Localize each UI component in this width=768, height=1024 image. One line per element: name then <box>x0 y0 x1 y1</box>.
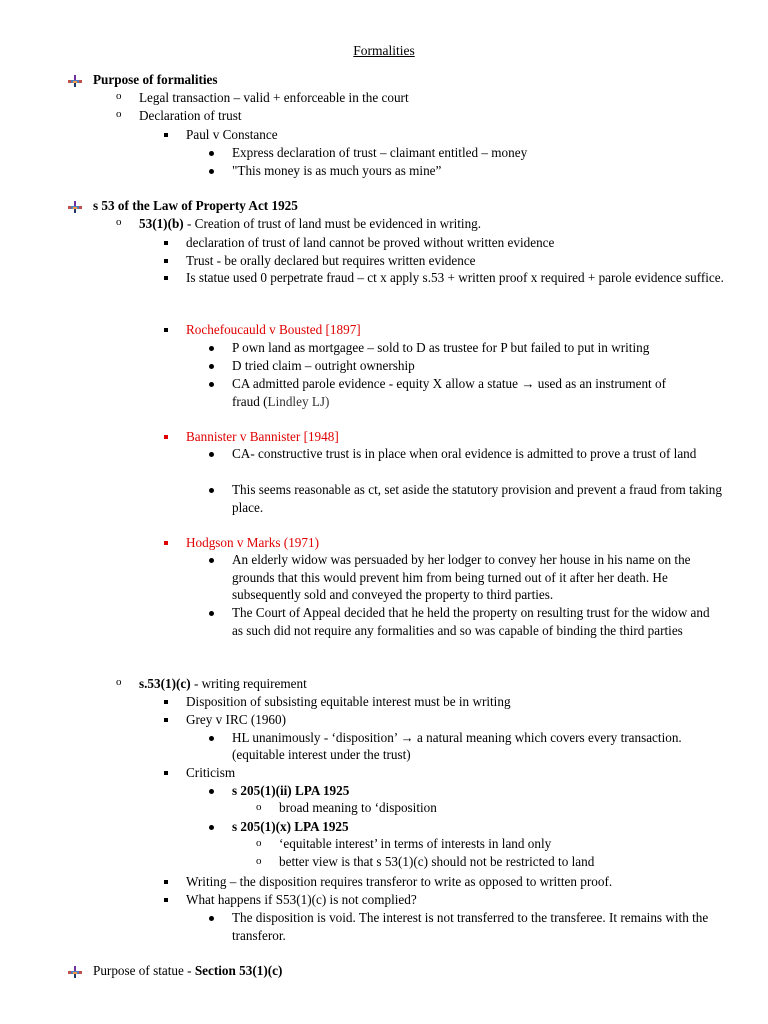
circle-bullet-icon: o <box>256 837 262 849</box>
list-item: ‘equitable interest’ in terms of interests in land only <box>279 836 552 851</box>
list-item: Declaration of trust <box>139 108 242 123</box>
dot-bullet-icon <box>209 169 214 174</box>
list-item: This seems reasonable as ct, set aside the statutory provision and prevent a fraud from taking place. <box>232 482 722 515</box>
dot-bullet-icon <box>209 346 214 351</box>
dot-bullet-icon <box>209 151 214 156</box>
dot-bullet-icon <box>209 488 214 493</box>
list-item: D tried claim – outright ownership <box>232 358 415 373</box>
dot-bullet-icon <box>209 916 214 921</box>
square-bullet-icon <box>164 259 168 263</box>
dot-bullet-icon <box>209 611 214 616</box>
circle-bullet-icon: o <box>256 855 262 867</box>
section-heading: s 53 of the Law of Property Act 1925 <box>93 198 298 213</box>
square-bullet-icon <box>164 133 168 137</box>
case-name: Paul v Constance <box>186 127 278 142</box>
list-bullet-icon <box>68 966 82 978</box>
square-bullet-icon <box>164 328 168 332</box>
dot-bullet-icon <box>209 558 214 563</box>
dot-bullet-icon <box>209 452 214 457</box>
dot-bullet-icon <box>209 789 214 794</box>
list-bullet-icon <box>68 75 82 87</box>
list-item: HL unanimously - ‘disposition’ → a natural meaning which covers every transaction. <box>232 730 682 745</box>
dot-bullet-icon <box>209 825 214 830</box>
list-item: Legal transaction – valid + enforceable in the court <box>139 90 409 105</box>
dot-bullet-icon <box>209 736 214 741</box>
square-bullet-icon <box>164 435 168 439</box>
list-bullet-icon <box>68 201 82 213</box>
square-bullet-icon <box>164 718 168 722</box>
list-item: What happens if S53(1)(c) is not complied? <box>186 892 417 907</box>
dot-bullet-icon <box>209 382 214 387</box>
list-item: 53(1)(b) - Creation of trust of land must be evidenced in writing. <box>139 216 482 231</box>
list-item: s 205(1)(ii) LPA 1925 <box>232 783 350 798</box>
list-item: s.53(1)(c) - writing requirement <box>139 676 307 691</box>
section-heading: Purpose of formalities <box>93 72 218 87</box>
page-title: Formalities <box>353 43 415 58</box>
list-item: An elderly widow was persuaded by her lodger to convey her house in his name on the grounds that this would prevent him from being turned out of it after her death. He subsequently sold and conveyed the property to third parties. <box>232 552 691 602</box>
square-bullet-icon <box>164 771 168 775</box>
circle-bullet-icon: o <box>116 108 122 120</box>
list-item: P own land as mortgagee – sold to D as trustee for P but failed to put in writing <box>232 340 650 355</box>
dot-bullet-icon <box>209 364 214 369</box>
list-item: CA- constructive trust is in place when oral evidence is admitted to prove a trust of land <box>232 446 697 461</box>
list-item: Writing – the disposition requires transferor to write as opposed to written proof. <box>186 874 613 889</box>
list-item: "This money is as much yours as mine” <box>232 163 442 178</box>
list-item-continuation: fraud (Lindley LJ) <box>232 394 330 409</box>
square-bullet-icon <box>164 880 168 884</box>
case-name: Bannister v Bannister [1948] <box>186 429 339 444</box>
arrow-right-icon: → <box>400 730 414 745</box>
circle-bullet-icon: o <box>116 216 122 228</box>
section-heading: Purpose of statue - Section 53(1)(c) <box>93 963 283 978</box>
list-item: Disposition of subsisting equitable interest must be in writing <box>186 694 511 709</box>
square-bullet-icon <box>164 700 168 704</box>
square-bullet-icon <box>164 898 168 902</box>
list-item: better view is that s 53(1)(c) should not be restricted to land <box>279 854 595 869</box>
square-bullet-icon <box>164 241 168 245</box>
list-item: Trust - be orally declared but requires written evidence <box>186 253 476 268</box>
list-item: CA admitted parole evidence - equity X allow a statue → used as an instrument of <box>232 376 666 391</box>
list-item: Criticism <box>186 765 236 780</box>
case-name: Hodgson v Marks (1971) <box>186 535 319 550</box>
square-bullet-icon <box>164 541 168 545</box>
case-name: Rochefoucauld v Bousted [1897] <box>186 322 361 337</box>
list-item: Is statue used 0 perpetrate fraud – ct x apply s.53 + written proof x required + parole evidence suffice. <box>186 270 724 285</box>
square-bullet-icon <box>164 276 168 280</box>
arrow-right-icon: → <box>521 376 535 391</box>
list-item: The disposition is void. The interest is not transferred to the transferee. It remains with the transferor. <box>232 910 709 943</box>
list-item: The Court of Appeal decided that he held the property on resulting trust for the widow and as such did not require any formalities and so was capable of binding the third parties <box>232 605 710 638</box>
case-name: Grey v IRC (1960) <box>186 712 286 727</box>
list-item: Express declaration of trust – claimant entitled – money <box>232 145 528 160</box>
circle-bullet-icon: o <box>116 676 122 688</box>
list-item: declaration of trust of land cannot be proved without written evidence <box>186 235 555 250</box>
list-item: s 205(1)(x) LPA 1925 <box>232 819 349 834</box>
circle-bullet-icon: o <box>256 801 262 813</box>
circle-bullet-icon: o <box>116 90 122 102</box>
list-item: broad meaning to ‘disposition <box>279 800 437 815</box>
list-item-continuation: (equitable interest under the trust) <box>232 747 411 762</box>
